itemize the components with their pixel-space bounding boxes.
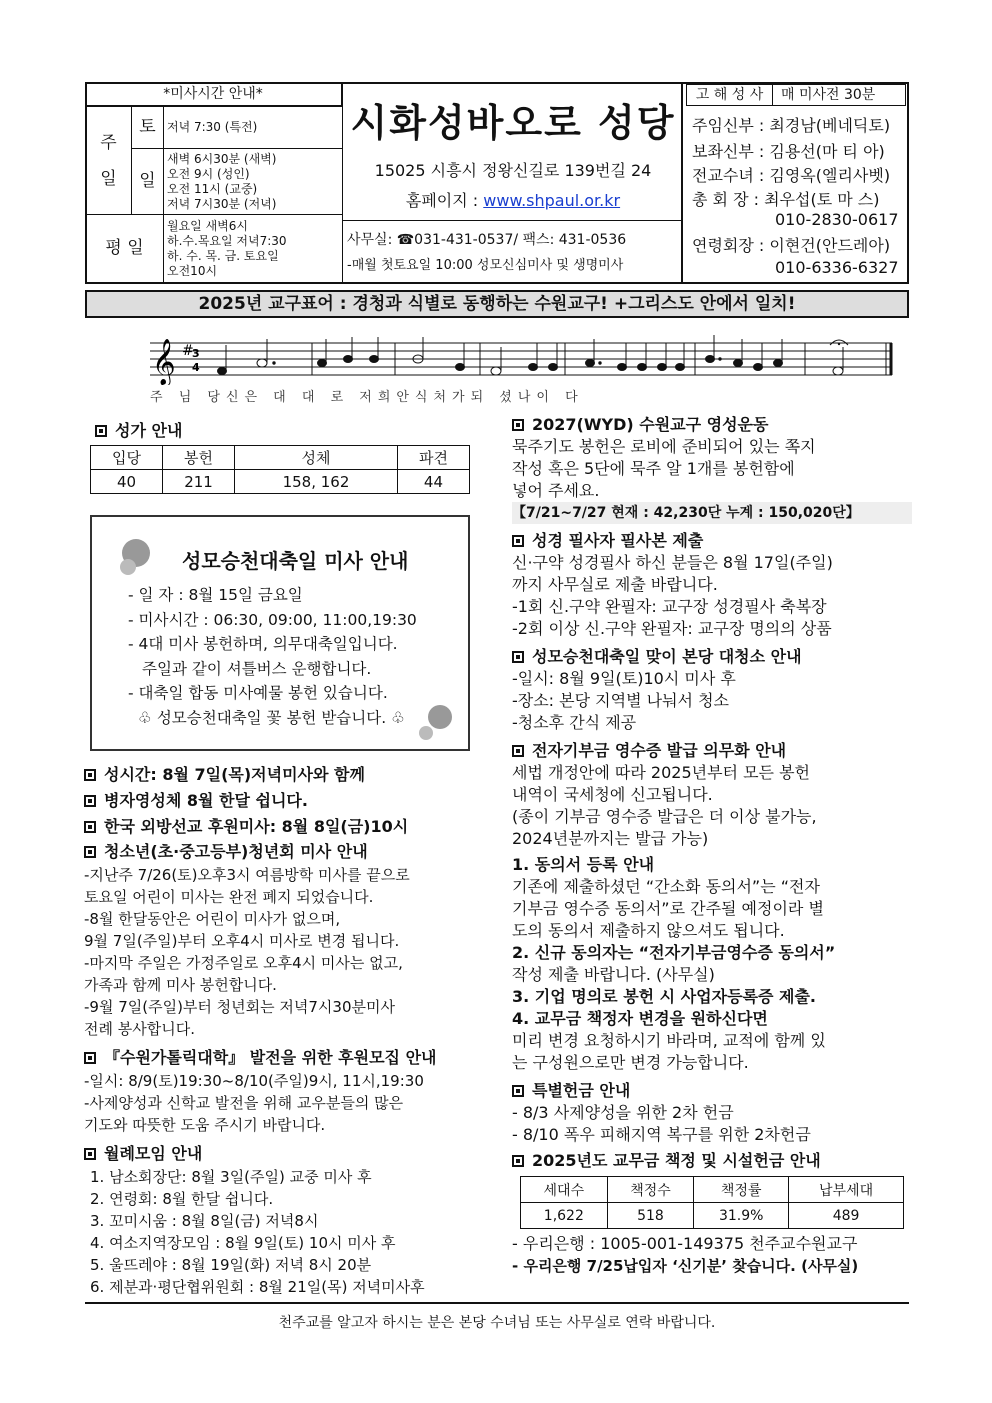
mass-schedule-table xyxy=(85,106,343,283)
homepage-line: 홈페이지 : www.shpaul.or.kr xyxy=(405,191,621,210)
staff-funeral-phone: 010-6336-6327 xyxy=(775,258,899,277)
staff-assistant: 보좌신부 : 김용선(마 티 아) xyxy=(692,142,885,161)
square-bullet-icon xyxy=(95,425,107,437)
mass-schedule-title: *미사시간 안내* xyxy=(85,82,343,106)
diocese-motto: 2025년 교구표어 : 경청과 식별로 동행하는 수원교구! +그리스도 안에서 일치! xyxy=(85,290,909,318)
saturday-time: 저녁 7:30 (특전) xyxy=(164,107,343,149)
feast-details: - 일 자 : 8월 15일 금요일 - 미사시간 : 06:30, 09:00, 11:00,19:30 - 4대 미사 봉헌하며, 의무대축일입니다. 주일과 같이 셔틀버스 운행합니다. - 대축일 합동 미사예물 봉헌 있습니다. ♧ 성모승천대축일 꽃 봉헌 받습니다. ♧ xyxy=(128,586,417,727)
song-lyrics: 주 님 당신은 대 대 로 저희안식처가되 셨나이 다 xyxy=(150,390,584,405)
homepage-link[interactable]: www.shpaul.or.kr xyxy=(483,191,621,210)
left-notices: 성시간: 8월 7일(목)저녁미사와 함께 병자영성체 8월 한달 쉽니다. 한국 외방선교 후원미사: 8월 8일(금)10시 청소년(초·중고등부)청년회 미사 안내 -지난주 7/26(토)오후3시 여름방학 미사를 끝으로 토요일 어린이 미사는 완전 폐지 되었습니다. -8월 한달동안은 어린이 미사가 없으며, 9월 7일(주일)부터 오후4시 미사로 변경 됩니다. -마지막 주일은 가정주일로 오후4시 미사는 없고, 가족과 함께 미사 봉헌합니다. -9월 7일(주일)부터 청년회는 저녁7시30분미사 전례 봉사합니다. 『수원가톨릭대학』 발전을 위한 후원모집 안내 -일시: 8/9(토)19:30~8/10(주일)9시, 11시,19:30 -사제양성과 신학교 발전을 위해 교우분들의 많은 기도와 따뜻한 도움 주시기 바랍니다. 월례모임 안내 1. 남소회장단: 8월 3일(주일) 교중 미사 후 2. 연령회: 8월 한달 쉽니다. 3. 꼬미시움 : 8월 8일(금) 저녁8시 4. 여소지역장모임 : 8월 9일(토) 10시 미사 후 5. 울뜨레야 : 8월 19일(화) 저녁 8시 20분 6. 제분과·평단협위원회 : 8월 21일(목) 저녁미사후 xyxy=(84,765,437,1296)
svg-text:4: 4 xyxy=(192,361,200,374)
right-notices: 2027(WYD) 수원교구 영성운동 묵주기도 봉헌은 로비에 준비되어 있는 쪽지 작성 혹은 5단에 묵주 알 1개를 봉헌함에 넣어 주세요. 【7/21~7/27 현재 : 42,230단 누계 : 150,020단】 성경 필사자 필사본 제출 신·구약 성경필사 하신 분들은 8월 17일(주일) 까지 사무실로 제출 바랍니다. -1회 신.구약 완필자: 교구장 성경필사 축복장 -2회 이상 신.구약 완필자: 교구장 명의의 상품 성모승천대축일 맞이 본당 대청소 안내 -일시: 8월 9일(토)10시 미사 후 -장소: 본당 지역별 나눠서 청소 -청소후 간식 제공 전자기부금 영수증 발급 의무화 안내 세법 개정안에 따라 2025년부터 모든 봉헌 내역이 국세청에 신고됩니다. (종이 기부금 영수증 발급은 더 이상 불가능, 2024년분까지는 발급 가능) 1. 동의서 등록 안내 기존에 제출하셨던 “간소화 동의서”는 “전자 기부금 영수증 동의서”로 간주될 예정이라 별 도의 동의서 제출하지 않으셔도 됩니다. 2. 신규 동의자는 “전자기부금영수증 동의서” 작성 제출 바랍니다. (사무실) 3. 기업 명의로 봉헌 시 사업자등록증 제출. 4. 교무금 책정자 변경을 원하신다면 미리 변경 요청하시기 바라며, 교적에 함께 있 는 구성원으로만 변경 가능합니다. 특별헌금 안내 - 8/3 사제양성을 위한 2차 헌금 - 8/10 폭우 피해지역 복구를 위한 2차헌금 2025년도 교무금 책정 및 시설헌금 안내 세대수 책정수 책정률 납부세대 1,622 518 31.9% 489 - 우리은행 : 1005-001-149375 천주교수원교구 - 우리은행 7/25납입자 ‘신기분’ 찾습니다. (사무실) xyxy=(512,414,912,1277)
staff-president-phone: 010-2830-0617 xyxy=(775,210,899,229)
music-staff xyxy=(150,335,910,385)
church-name: 시화성바오로 성당 xyxy=(350,101,676,145)
hymn-title: 성가 안내 xyxy=(95,418,182,441)
footer-note: 천주교를 알고자 하시는 분은 본당 수녀님 또는 사무실로 연락 바랍니다. xyxy=(85,1302,909,1332)
sunday-times: 새벽 6시30분 (새벽) 오전 9시 (성인) 오전 11시 (교중) 저녁 7시30분 (저녁) xyxy=(164,149,343,215)
staff-funeral-head: 연령회장 : 이현건(안드레아) xyxy=(692,236,891,255)
svg-text:#: # xyxy=(182,343,194,359)
church-address: 15025 시흥시 정왕신길로 139번길 24 xyxy=(374,161,652,180)
staff-president: 총 회 장 : 최우섭(토 마 스) xyxy=(692,190,880,209)
staff-sister: 전교수녀 : 김영옥(엘리사벳) xyxy=(692,166,891,185)
staff-pastor: 주임신부 : 최경남(베네딕토) xyxy=(692,116,891,135)
saturday-label: 토 xyxy=(132,107,164,149)
hymn-table: 입당 봉헌 성체 파견 40 211 158, 162 44 xyxy=(90,445,470,494)
assumption-feast-box: 성모승천대축일 미사 안내 - 일 자 : 8월 15일 금요일 - 미사시간 : 06:30, 09:00, 11:00,19:30 - 4대 미사 봉헌하며, 의무대축일입니다. 주일과 같이 셔틀버스 운행합니다. - 대축일 합동 미사예물 봉헌 있습니다. ♧ 성모승천대축일 꽃 봉헌 받습니다. ♧ xyxy=(90,515,470,751)
sunday-day-label: 일 xyxy=(132,149,164,215)
treble-clef-icon: 𝄞 xyxy=(152,339,176,385)
weekday-label: 평 일 xyxy=(86,215,164,283)
confession-box: 고 해 성 사 매 미사전 30분 xyxy=(686,84,906,106)
office-contact: 사무실: ☎031-431-0537/ 팩스: 431-0536 -매월 첫토요일 10:00 성모신심미사 및 생명미사 xyxy=(343,220,683,284)
weekday-times: 월요일 새벽6시 하.수.목요일 저녁7:30 하. 수. 목. 금. 토요일 오전10시 xyxy=(164,215,343,283)
svg-text:3: 3 xyxy=(192,347,200,360)
sunday-label: 주 일 xyxy=(86,107,132,215)
candle-glow-icon xyxy=(108,525,168,585)
dues-table: 세대수 책정수 책정률 납부세대 1,622 518 31.9% 489 xyxy=(520,1176,904,1229)
